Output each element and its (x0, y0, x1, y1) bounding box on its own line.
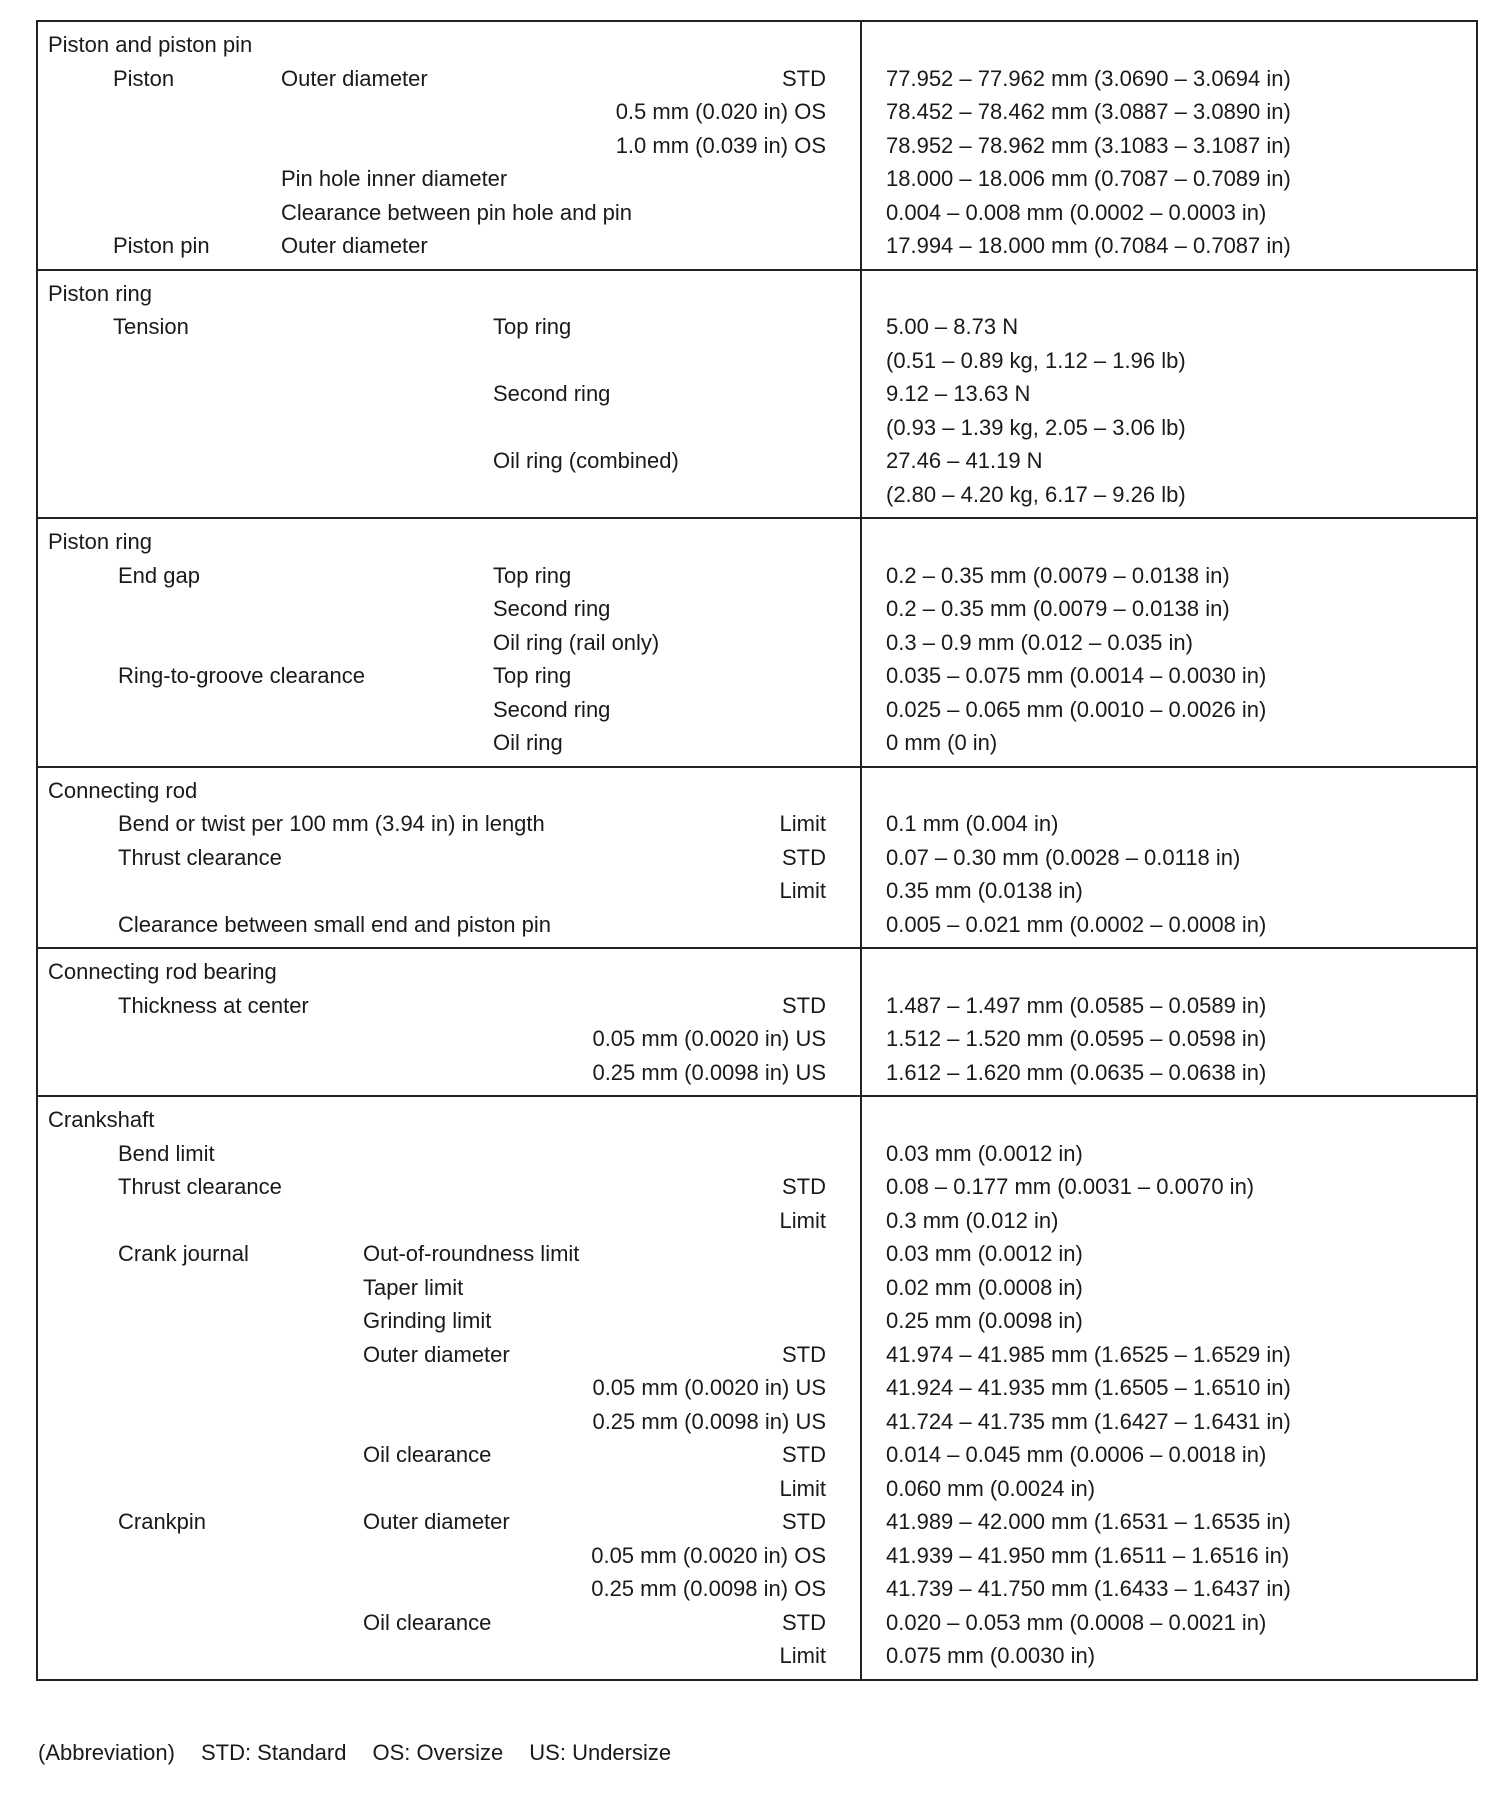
spec-value: 41.739 – 41.750 mm (1.6433 – 1.6437 in) (886, 1576, 1291, 1601)
part-label: Clearance between small end and piston pin (118, 911, 551, 937)
condition-label: STD (782, 1174, 826, 1199)
spec-value: 0.35 mm (0.0138 in) (886, 878, 1083, 903)
spec-value: 0.2 – 0.35 mm (0.0079 – 0.0138 in) (886, 562, 1230, 588)
condition-label: Limit (779, 1475, 826, 1501)
condition-label: STD (782, 1609, 826, 1635)
spec-row (38, 1137, 1476, 1171)
section-title-row (38, 955, 1476, 989)
section-rod-bearing (36, 947, 1478, 1095)
spec-value: 0.3 mm (0.012 in) (886, 1207, 1059, 1233)
item-label: Top ring (493, 562, 572, 588)
item-label: Outer diameter (281, 65, 428, 91)
section-ring-tension (36, 269, 1478, 518)
spec-row (38, 196, 1476, 230)
item-label: Clearance between pin hole and pin (281, 199, 633, 225)
part-label: Piston pin (113, 233, 210, 258)
spec-value: 0.08 – 0.177 mm (0.0031 – 0.0070 in) (886, 1174, 1255, 1199)
spec-value: 78.952 – 78.962 mm (3.1083 – 3.1087 in) (886, 132, 1291, 158)
footnote-us: US: Undersize (529, 1740, 672, 1765)
section-title-row (38, 525, 1476, 559)
item-label: Oil ring (493, 730, 563, 755)
condition-label: STD (782, 1341, 826, 1367)
spec-value: 41.974 – 41.985 mm (1.6525 – 1.6529 in) (886, 1341, 1291, 1367)
spec-row (38, 411, 1476, 445)
spec-value: 5.00 – 8.73 N (886, 314, 1019, 339)
condition-label: 1.0 mm (0.039 in) OS (615, 132, 826, 158)
spec-row (38, 1271, 1476, 1305)
spec-row (38, 592, 1476, 626)
part-label: Thickness at center (118, 992, 309, 1018)
condition-label: Limit (779, 1643, 826, 1668)
spec-value: (2.80 – 4.20 kg, 6.17 – 9.26 lb) (886, 481, 1186, 507)
spec-value: 41.924 – 41.935 mm (1.6505 – 1.6510 in) (886, 1375, 1291, 1400)
spec-value: 41.724 – 41.735 mm (1.6427 – 1.6431 in) (886, 1408, 1291, 1434)
part-label: Ring-to-groove clearance (118, 663, 366, 688)
spec-value: 0.020 – 0.053 mm (0.0008 – 0.0021 in) (886, 1609, 1267, 1635)
spec-row (38, 874, 1476, 908)
condition-label: 0.05 mm (0.0020 in) US (592, 1026, 826, 1051)
part-label: Bend limit (118, 1140, 215, 1166)
section-title-row (38, 277, 1476, 311)
condition-label: 0.05 mm (0.0020 in) US (592, 1375, 826, 1400)
condition-label: 0.05 mm (0.0020 in) OS (591, 1542, 826, 1568)
item-label: Out-of-roundness limit (363, 1241, 580, 1266)
spec-value: 17.994 – 18.000 mm (0.7084 – 0.7087 in) (886, 233, 1291, 258)
section-title: Piston ring (48, 529, 152, 554)
section-title: Piston ring (48, 280, 152, 306)
spec-row (38, 807, 1476, 841)
spec-row (38, 626, 1476, 660)
spec-value: 0.03 mm (0.0012 in) (886, 1140, 1083, 1166)
spec-value: 0.2 – 0.35 mm (0.0079 – 0.0138 in) (886, 596, 1230, 621)
spec-value: (0.93 – 1.39 kg, 2.05 – 3.06 lb) (886, 414, 1186, 440)
spec-row (38, 1056, 1476, 1090)
spec-row (38, 1639, 1476, 1673)
section-title: Piston and piston pin (48, 32, 253, 57)
item-label: Outer diameter (363, 1341, 510, 1367)
spec-value: 0.025 – 0.065 mm (0.0010 – 0.0026 in) (886, 696, 1267, 722)
spec-value: 0.004 – 0.008 mm (0.0002 – 0.0003 in) (886, 199, 1267, 225)
spec-value: 1.487 – 1.497 mm (0.0585 – 0.0589 in) (886, 992, 1267, 1018)
spec-row (38, 95, 1476, 129)
spec-row (38, 1405, 1476, 1439)
spec-value: 0.25 mm (0.0098 in) (886, 1308, 1083, 1333)
item-label: Grinding limit (363, 1308, 492, 1333)
spec-row (38, 1438, 1476, 1472)
part-label: Piston (113, 65, 175, 91)
part-label: Bend or twist per 100 mm (3.94 in) in length (118, 811, 545, 836)
section-title: Crankshaft (48, 1107, 155, 1132)
condition-label: 0.5 mm (0.020 in) OS (615, 99, 826, 124)
item-label: Top ring (493, 663, 572, 688)
part-label: End gap (118, 562, 200, 588)
section-piston (36, 20, 1478, 269)
condition-label: Limit (779, 811, 826, 836)
section-connecting-rod (36, 766, 1478, 948)
item-label: Second ring (493, 696, 611, 722)
spec-row (38, 726, 1476, 760)
part-label: Thrust clearance (118, 1174, 282, 1199)
part-label: Tension (113, 314, 189, 339)
item-label: Oil ring (combined) (493, 448, 679, 473)
condition-label: 0.25 mm (0.0098 in) US (592, 1059, 826, 1085)
footnote-label: (Abbreviation) (38, 1740, 175, 1765)
condition-label: STD (782, 992, 826, 1018)
spec-row (38, 1338, 1476, 1372)
spec-value: 77.952 – 77.962 mm (3.0690 – 3.0694 in) (886, 65, 1291, 91)
part-label: Thrust clearance (118, 844, 282, 870)
spec-row (38, 1204, 1476, 1238)
section-title: Connecting rod bearing (48, 959, 277, 984)
item-label: Oil ring (rail only) (493, 629, 660, 655)
condition-label: Limit (779, 1207, 826, 1233)
spec-row (38, 693, 1476, 727)
section-title: Connecting rod (48, 777, 198, 803)
condition-label: 0.25 mm (0.0098 in) US (592, 1408, 826, 1434)
spec-value: 0.02 mm (0.0008 in) (886, 1274, 1083, 1300)
part-label: Crankpin (118, 1509, 207, 1534)
spec-row (38, 1606, 1476, 1640)
spec-row (38, 989, 1476, 1023)
spec-row (38, 444, 1476, 478)
section-ring-gap (36, 517, 1478, 766)
spec-row (38, 162, 1476, 196)
section-crankshaft (36, 1095, 1478, 1681)
spec-row (38, 129, 1476, 163)
spec-value: 1.512 – 1.520 mm (0.0595 – 0.0598 in) (886, 1026, 1267, 1051)
spec-value: 1.612 – 1.620 mm (0.0635 – 0.0638 in) (886, 1059, 1267, 1085)
section-title-row (38, 28, 1476, 62)
spec-row (38, 1237, 1476, 1271)
spec-value: 41.939 – 41.950 mm (1.6511 – 1.6516 in) (886, 1542, 1290, 1568)
spec-row (38, 478, 1476, 512)
spec-row (38, 377, 1476, 411)
spec-value: 9.12 – 13.63 N (886, 381, 1031, 406)
spec-value: 0 mm (0 in) (886, 730, 998, 755)
footnote-os: OS: Oversize (372, 1740, 504, 1765)
spec-row (38, 1472, 1476, 1506)
spec-row (38, 1170, 1476, 1204)
footnote-std: STD: Standard (200, 1740, 347, 1765)
spec-row (38, 310, 1476, 344)
spec-row (38, 841, 1476, 875)
abbreviation-footnote (38, 1740, 697, 1766)
spec-row (38, 62, 1476, 96)
spec-row (38, 908, 1476, 942)
condition-label: STD (782, 1442, 826, 1467)
condition-label: STD (782, 844, 826, 870)
condition-label: Limit (779, 878, 826, 903)
condition-label: STD (782, 1509, 826, 1534)
spec-value: 0.075 mm (0.0030 in) (886, 1643, 1096, 1668)
spec-value: 78.452 – 78.462 mm (3.0887 – 3.0890 in) (886, 99, 1291, 124)
spec-row (38, 1572, 1476, 1606)
spec-value: 0.03 mm (0.0012 in) (886, 1241, 1083, 1266)
item-label: Second ring (493, 381, 611, 406)
spec-value: 0.1 mm (0.004 in) (886, 811, 1059, 836)
spec-row (38, 344, 1476, 378)
item-label: Pin hole inner diameter (281, 166, 508, 191)
item-label: Outer diameter (363, 1509, 510, 1534)
spec-value: 0.014 – 0.045 mm (0.0006 – 0.0018 in) (886, 1442, 1267, 1467)
item-label: Oil clearance (363, 1442, 492, 1467)
condition-label: 0.25 mm (0.0098 in) OS (591, 1576, 826, 1601)
spec-value: 0.005 – 0.021 mm (0.0002 – 0.0008 in) (886, 911, 1267, 937)
section-title-row (38, 774, 1476, 808)
spec-value: 0.060 mm (0.0024 in) (886, 1475, 1096, 1501)
spec-table (36, 20, 1478, 1681)
spec-row (38, 1022, 1476, 1056)
spec-row (38, 1539, 1476, 1573)
part-label: Crank journal (118, 1241, 249, 1266)
condition-label: STD (782, 65, 826, 91)
spec-row (38, 659, 1476, 693)
spec-row (38, 1371, 1476, 1405)
spec-value: 27.46 – 41.19 N (886, 448, 1043, 473)
item-label: Second ring (493, 596, 611, 621)
spec-value: 0.07 – 0.30 mm (0.0028 – 0.0118 in) (886, 844, 1241, 870)
spec-row (38, 229, 1476, 263)
spec-value: 0.035 – 0.075 mm (0.0014 – 0.0030 in) (886, 663, 1267, 688)
spec-value: 18.000 – 18.006 mm (0.7087 – 0.7089 in) (886, 166, 1291, 191)
spec-value: 41.989 – 42.000 mm (1.6531 – 1.6535 in) (886, 1509, 1291, 1534)
item-label: Top ring (493, 314, 572, 339)
spec-row (38, 1304, 1476, 1338)
spec-value: 0.3 – 0.9 mm (0.012 – 0.035 in) (886, 629, 1193, 655)
spec-value: (0.51 – 0.89 kg, 1.12 – 1.96 lb) (886, 347, 1186, 373)
item-label: Oil clearance (363, 1609, 492, 1635)
spec-row (38, 1505, 1476, 1539)
item-label: Taper limit (363, 1274, 464, 1300)
spec-row (38, 559, 1476, 593)
section-title-row (38, 1103, 1476, 1137)
item-label: Outer diameter (281, 233, 428, 258)
